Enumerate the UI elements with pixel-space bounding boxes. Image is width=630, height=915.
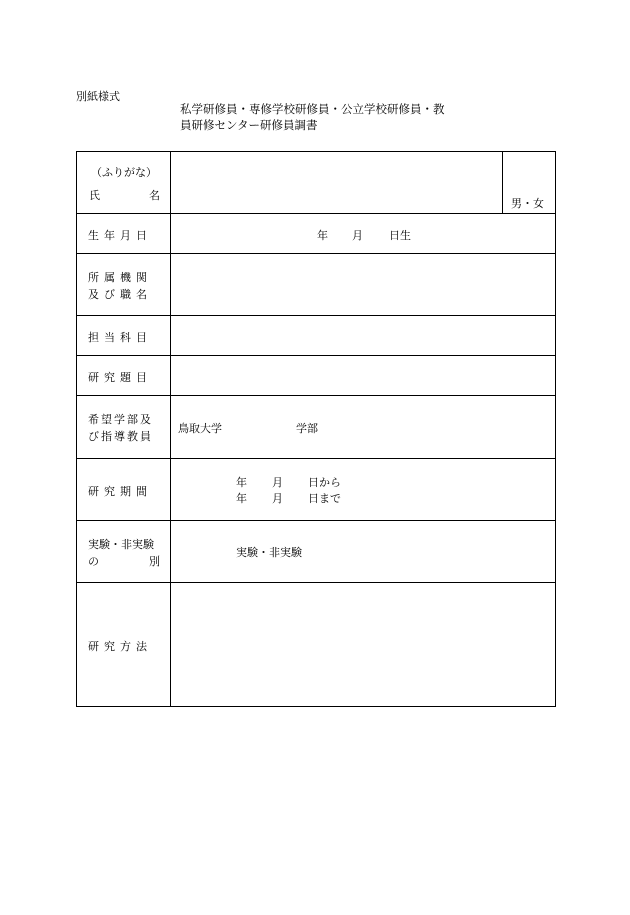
birth-day-unit: 日生 (389, 229, 411, 242)
research-period-label: 研究期間 (88, 485, 152, 498)
row-divider (77, 253, 555, 254)
experiment-label-line2-part2: 別 (149, 555, 160, 568)
subject-label: 担当科目 (88, 331, 152, 344)
row-divider (77, 520, 555, 521)
document-title-line2: 員研修センター研修員調書 (180, 118, 318, 132)
document-title-line1: 私学研修員・専修学校研修員・公立学校研修員・教 (180, 102, 445, 116)
affiliation-label-line1: 所属機関 (88, 271, 152, 284)
name-label-part1: 氏 (89, 189, 100, 202)
row-divider (77, 582, 555, 583)
name-label-part2: 名 (149, 189, 160, 202)
column-divider (170, 152, 171, 706)
research-method-label: 研究方法 (88, 640, 152, 653)
period-from-day-unit: 日から (308, 476, 341, 489)
period-to-year-unit: 年 (236, 492, 247, 505)
faculty-unit: 学部 (296, 422, 318, 435)
desired-faculty-label-line2: び指導教員 (88, 430, 153, 443)
experiment-options[interactable]: 実験・非実験 (236, 546, 302, 559)
research-topic-label: 研究題目 (88, 371, 152, 384)
affiliation-label-line2: 及び職名 (88, 288, 152, 301)
period-to-month-unit: 月 (272, 492, 283, 505)
row-divider (77, 355, 555, 356)
period-from-year-unit: 年 (236, 476, 247, 489)
experiment-label-line1: 実験・非実験 (88, 538, 154, 551)
form-label: 別紙様式 (76, 90, 120, 103)
period-from-month-unit: 月 (272, 476, 283, 489)
university-name: 鳥取大学 (178, 422, 222, 435)
desired-faculty-label-line1: 希望学部及 (88, 413, 153, 426)
row-divider (77, 315, 555, 316)
document-title (180, 101, 445, 133)
experiment-label-line2-part1: の (88, 555, 99, 568)
birth-year-unit: 年 (317, 229, 328, 242)
gender-options[interactable]: 男・女 (511, 197, 544, 210)
form-table (76, 151, 556, 707)
row-divider (77, 213, 555, 214)
row-divider (77, 458, 555, 459)
furigana-label: （ふりがな） (91, 166, 157, 179)
birth-date-label: 生年月日 (88, 229, 152, 242)
gender-divider (502, 152, 503, 213)
period-to-day-unit: 日まで (308, 492, 341, 505)
birth-month-unit: 月 (352, 229, 363, 242)
row-divider (77, 395, 555, 396)
